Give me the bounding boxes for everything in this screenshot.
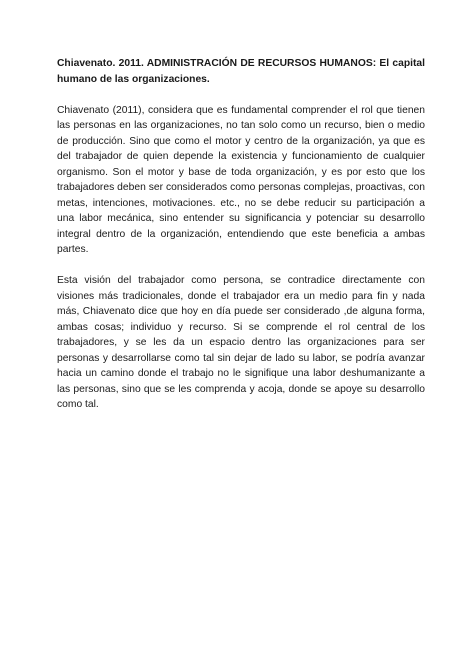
document-body [57, 56, 425, 428]
reference-title: Chiavenato. 2011. ADMINISTRACIÓN DE RECURSOS HUMANOS: El capital humano de las organizaciones. [57, 58, 425, 85]
paragraph-2: Esta visión del trabajador como persona, se contradice directamente con visiones más tradicionales, donde el trabajador era un medio para fin y nada más, Chiavenato dice que hoy en día puede ser considerado ,de alguna forma, ambas cosas; individuo y recurso. Si se comprende el rol central de los trabajadores, y se les da un espacio dentro las organizaciones para ser personas y desarrollarse como tal sin dejar de lado su labor, se podría avanzar hacia un camino donde el trabajo no le signifique una labor deshumanizante a las personas, sino que se les comprenda y acoja, donde se apoye su desarrollo como tal. [57, 275, 425, 410]
paragraph-1: Chiavenato (2011), considera que es fundamental comprender el rol que tienen las personas en las organizaciones, no tan solo como un recurso, bien o medio de producción. Sino que como el motor y centro de la organización, ya que es del trabajador de quien depende la existencia y funcionamiento de cualquier organismo. Son el motor y base de toda organización, y es por esto que los trabajadores deben ser considerados como personas complejas, proactivas, con metas, intenciones, motivaciones. etc., no se debe reducir su participación a una labor mecánica, sino entender su significancia y potenciar su desarrollo integral dentro de la organización, entendiendo que este beneficia a ambas partes. [57, 104, 425, 255]
